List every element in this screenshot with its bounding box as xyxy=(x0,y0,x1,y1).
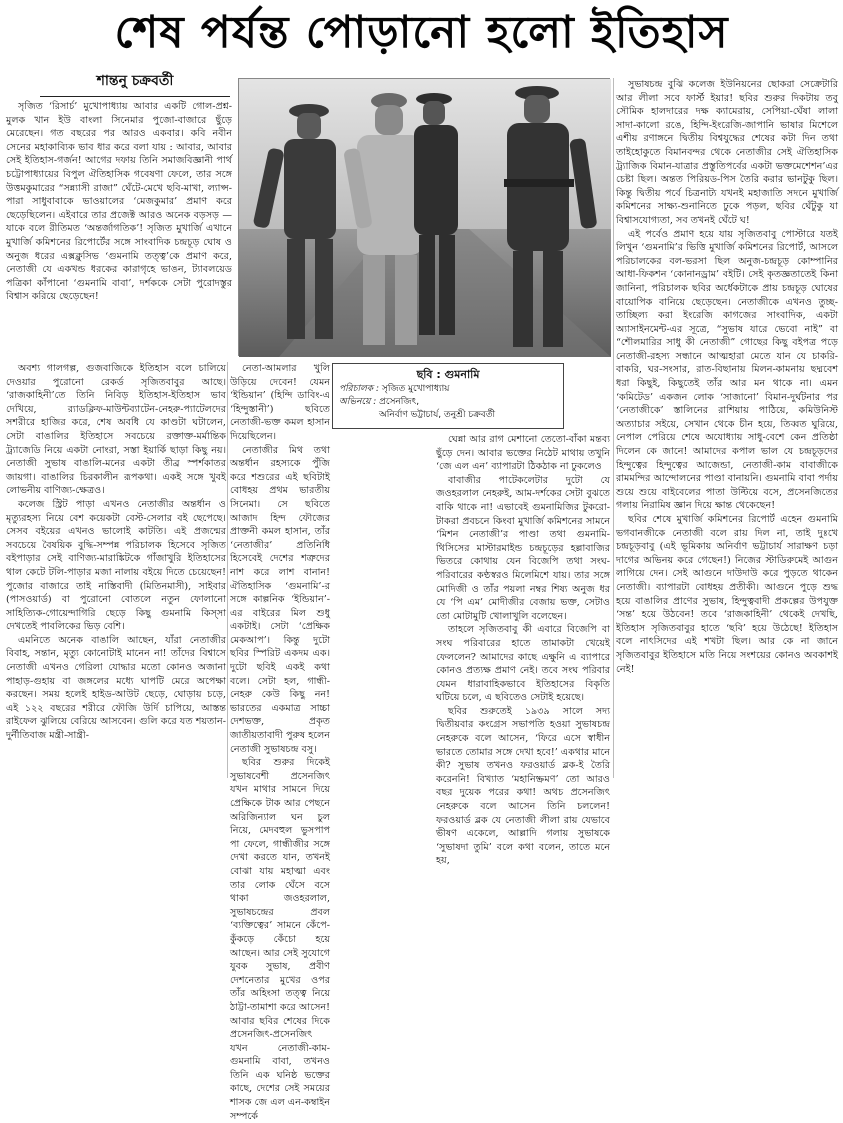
article-paragraph: তাহলে সৃজিতবাবু কী এবারে বিজেপি বা সংঘ পরিবারের হাতে তামাকটা খেয়েই ফেললেন? আমাদের কাছে এক্ষুনি এ ব্যাপারে কোনও প্রত্যক্ষ প্রমাণ নেই। তবে সংঘ পরিবার যেমন ধারাবাহিকভাবে ইতিহাসের বিকৃতি ঘটিয়ে চলে, এ ছবিতেও সেটাই হয়েছে। xyxy=(436,624,610,704)
byline: শান্তনু চক্রবর্তী xyxy=(96,73,174,89)
director-name: সৃজিত মুখোপাধ্যায় xyxy=(381,384,450,394)
credits-director-row xyxy=(339,383,557,396)
article-paragraph: ছবির শেষে মুখার্জি কমিশনের রিপোর্ট এহেন গুমনামি ভগবানজীকে নেতাজী বলে রায় দিল না, তাই দুঃখে চন্দ্রচূড়বাবু (এই ভূমিকায় অনির্বাণ ভট্টাচার্য সারাক্ষণ চড়া দাগের অভিনয় করে গেছেন!) নিজের স্টাডিরুমেই আগুন লাগিয়ে দেন। সেই আগুনে দাউদাউ করে পুড়তে থাকেন নেতাজী। ব্যাপারটা বোধহয় প্রতীকী। আগুনে পুড়ে শুদ্ধ হয়ে বাঙালির প্রাণের সুভাষ, হিন্দুত্ববাদী প্রকল্পের উপযুক্ত ‘সন্ত’ হয়ে উঠবেন! তবে ‘রাজকাহিনী’ থেকেই দেখছি, ইতিহাস সৃজিতবাবুর হাতে ‘ছবি’ হয়ে উঠেছে! ইতিহাস বলে নাৎসিদের এই শখটা ছিল। আর কে না জানে সৃজিতবাবুর ইতিহাসে মতি নিয়ে সংশয়ের কোনও অবকাশই নেই! xyxy=(616,514,838,675)
article-column-middle-left xyxy=(230,362,330,1122)
credits-cast-row xyxy=(339,396,557,409)
article-column-middle-right xyxy=(436,433,610,867)
director-label: পরিচালক : xyxy=(339,384,379,394)
article-paragraph: ছবির শুরুর দিকেই সুভাষবেশী প্রসেনজিৎ যখন মাথার সামনে দিয়ে প্রেক্ষিকে টাক আর পেছনে অরিজিন্যাল ঘন চুল নিয়ে, মেদবহুল ভুসপাপ পা ফেলে, গান্ধীজীর সঙ্গে দেখা করতে যান, তখনই বোঝা যায় মহাত্মা এবং তার লোক ঘেঁসে বসে থাকা জওহরলাল, সুভাষচন্দ্রের প্রবল ‘ব্যক্তিত্বের’ সামনে কেঁপে-কুঁকড়ে কেঁচো হয়ে আছেন। আর সেই সুযোগে যুবক সুভাষ, প্রবীণ দেশনেতার মুখের ওপর তাঁর অহিংসা তত্ত্ব নিয়ে ঠাট্টা-তামাশা করে আসেন! আবার ছবির শেষের দিকে প্রসেনজিৎ-প্রসেনজিৎ যখন নেতাজী-কাম-গুমনামি বাবা, তখনও তিনি এক ঘনিষ্ঠ ভক্তের কাছে, দেশের সেই সময়ের শাসক জে এল এন-কম্বাইন সম্পর্কে xyxy=(230,757,330,1122)
article-paragraph: অবশ্য গালগল্প, গুজবাজিকে ইতিহাস বলে চালিয়ে দেওয়ার পুরোনো রেকর্ড সৃজিতবাবুর আছে। ‘রাজকাহিনী’তে তিনি নিবিড় ইতিহাস-ইতিহাস ভাব দেখিয়ে, র‍্যাডক্লিফ-মাউন্টব্যাটেন-নেহরু-প্যাটেলদের সশরীরে হাজির করে, শেষ অবধি যে কাণ্ডটা ঘটালেন, সেটা বাঙালির ইতিহাসে সবচেয়ে রক্তাক্ত-মর্মান্তিক ট্র্যাজেডি নিয়ে একটা নোংরা, সস্তা ইয়ার্কি ছাড়া কিছু নয়। নেতাজী সুভাষ বাঙালি-মনের একটা তীব্র স্পর্শকাতর জায়গা। বাঙালির চিরকালীন রূপকথা। একই সঙ্গে খুবই লোভনীয় বাণিজ্য-ক্ষেত্রও। xyxy=(6,363,226,497)
article-paragraph: সৃজিত ‘রিসার্চ’ মুখোপাধ্যায় আবার একটি গোল-প্রশ্ন-মুলক খান ইউ বাংলা সিনেমার পুজো-বাজারে ছুঁড়ে মেরেছেন। গত বছরের পর আরও একবার। কবি নবীন সেনের মহাকাব্যিক ভাব ধার করে বলা যায় : আবার, আবার সেই ইতিহাস-গর্জন! আগের দফায় তিনি সমাজবিজ্ঞানী পার্থ চট্টোপাধ্যায়ের বিপুল ঐতিহাসিক গবেষণা ফেলে, তার সঙ্গে উত্তমকুমারের “সন্ন্যাসী রাজা” ঘেঁটে-মেখে ছবি-মাখা, ল্যাপ্স-পারা সাধুবাবাকে ভাওয়ালের ‘মেজকুমার’ প্রমাণ করে ছেড়েছিলেন। এইবারে তার প্রজেক্ট আরও অনেক বড়সড় — যাকে বলে রীতিমত ‘অন্তর্জাগতিক’! সৃজিত মুখার্জি এখানে মুখার্জি কমিশনের রিপোর্টের সঙ্গে সাংবাদিক চন্দ্রচূড় ঘোষ ও অনুজ ধরের এক্সক্লুসিভ ‘গুমনামি তত্ত্ব’কে প্রমাণ করে, নেতাজী যে একখন্ড ধরকের কারাগৃহে ভাঙন, ট্যাবলয়েড পত্রিকা কাঁপানো ‘গুমনামি বাবা’, দর্শককে সেটা পুরোদস্তুর বিশ্বাস করিয়ে ছেড়েছেন! xyxy=(6,101,232,303)
byline-rule xyxy=(40,96,230,97)
article-paragraph: এই পর্বেও প্রমাণ হয়ে যায় সৃজিতবাবু পোস্টারে যতই লিখুন ‘গুমনামি’র ভিত্তি মুখার্জি কমিশনের রিপোর্ট, আসলে পরিচালকের বল-ভরসা ছিল অনুজ-চন্দ্রচূড় কোম্পানির আধা-ফিকশন ‘কোনানড্রাম’ বইটি। সেই কৃতজ্ঞতাতেই কিনা জানিনা, পরিচালক ছবির অর্ধেকটাকে প্রায় চন্দ্রচূড় ঘোষের বায়োপিক বানিয়ে ছেড়েছেন। নেতাজীকে এখনও তুচ্ছ-তাচ্ছিল্য করা ইংরেজি কাগজের সাংবাদিক, একটা অ্যাসাইনমেন্ট-এর সূত্রে, “সুভাষ যারে ভেবো নাই” বা “শৌলমারির সাধু কী নেতাজী” গোছের কিছু বইপত্র পড়ে নেতাজী-রহস্য সন্ধানে আত্মহারা মেতে যান যে চাকরি-বাকরি, ঘর-সংসার, রাত-বিছানায় মিলন-কামনায় ছদ্মবেশ ধরা কিছুই, কিছুতেই তাঁর আর মন থাকে না। এমন ‘কমিটেড’ একজন লোক ‘সাজানো’ বিমান-দুর্ঘটনার পর ‘নেতাজীকে’ স্তালিনের রাশিয়ায় পাঠিয়ে, কমিউনিস্ট অত্যাচার সইয়ে, সেখান থেকে চীন হয়ে, তিব্বত ঘুরিয়ে, নেপাল পেরিয়ে শেষে অযোধ্যায় সাধু-বেশে কেন প্রতিষ্ঠা দিলেন কে জানে! আমাদের কপাল ভাল যে চন্দ্রচূড়দের হিন্দুত্বের হিন্দুত্বের আজেন্ডা, নেতাজী-কাম বাবাজীকে রামমন্দির আন্দোলনের পাণ্ডা বানায়নি। গুমনামি বাবা পর্দায় শুয়ে শুয়ে বাইবেলের পাতা উল্টিয়ে বসে, প্রসেনজিতের গলায় নিরামিষ জ্ঞান দিয়ে ক্ষান্ত থেকেছেন! xyxy=(616,228,838,512)
film-still-photo xyxy=(238,78,610,356)
film-still-graphic xyxy=(239,79,611,357)
cast-label: অভিনয়ে : xyxy=(339,397,377,407)
article-paragraph: সুভাষচন্দ্র বুঝি কলেজ ইউনিয়নের ছোকরা সেক্রেটারি আর লীলা সবে ফার্স্ট ইয়ার! ছবির শুরুর দিকটায় তবু সৌমিক হালদারের দক্ষ ক্যামেরায়, সেপিয়া-ঘেঁষা লালা সাদা-কালো রঙে, হিন্দি-ইংরেজি-জাপানি ভাষার মিশেলে এশীয় রণাঙ্গনে দ্বিতীয় বিশ্বযুদ্ধের শেষের কটা দিন তথা তাইহোকুতে বিমানবন্দর থেকে নেতাজীর সেই ঐতিহাসিক ট্র্যাজিক বিমান-যাত্রার প্রস্তুতিপর্বের একটা ভক্তমেশেশন’এর চেষ্টা ছিল। অন্তত পিরিয়ড-পিস তৈরি করার ভানটুকু ছিল। কিন্তু দ্বিতীয় পর্বে চিত্রনাট্য যখনই মহাজাতি সদনে মুখার্জি কমিশনের সাক্ষ্য-শুনানিতে ঢুকে পড়ল, ছবির ঘেঁটুকু যা বিশ্বাসযোগ্যতা, সব তখনই ঘেঁটে ঘ! xyxy=(616,79,838,226)
article-paragraph: কলেজ স্ট্রিট পাড়া এখনও নেতাজীর অন্তর্ধান ও মৃত্যুরহস্য নিয়ে বেশ কয়েকটা বেস্ট-সেলার বই ছেপেছে। সেসব বইয়ের এখনও ভালোই কাটতি। এই প্রজন্মের সবচেয়ে বৈষয়িক বুদ্ধি-সম্পন্ন পরিচালক হিসেবে সৃজিত বইপাড়ার সেই বাণিজ্য-মারাঙ্কিটকে গাঁজাখুরি ইতিহাসের থাল কেটে টলি-পাড়ার মজা নালায় বইয়ে দিতে চেয়েছেন! পুজোর বাজারে তাই নাস্তিবাদী (মিতিনমাসী), সাইবার (পাসওয়ার্ড) বা পুরোনো বোতলে নতুন ফোলানো সাহিত্যিক-গোয়েন্দাগিরি ছেড়ে কিছু গুমনামি কিস্সা দেখতেই পাবলিকের ভিড় বেশি। xyxy=(6,498,226,633)
article-paragraph: নেতাজীর মিথ তথা অন্তর্ধান রহস্যকে পুঁজি করে শশুরের এই ছবিটাই বোধহয় প্রথম ভারতীয় সিনেমা। সে ছবিতে আজাদ হিন্দ ফৌজের প্রাক্তনী কমল হাসান, তাঁর ‘নেতাজীর’ প্রতিনিধি হিসেবেই দেশের শত্রুদের নাশ করে লাশ বানান! ঐতিহাসিক ‘গুমনামি’-র সঙ্গে কাল্পনিক ‘ইন্ডিয়ান’-এর বাইরের মিল শুধু একটাই। সেটা ‘প্রেক্ষিক মেকআপ’। কিন্তু দুটো ছবির স্পিরিট একদম এক। দুটো ছবিই একই কথা বলে। সেটা হল, গান্ধী-নেহরু কেউ কিছু নন! ভারতের একমাত্র সাচ্চা দেশভক্ত, প্রকৃত জাতীয়তাবাদী পুরুষ হলেন নেতাজী সুভাষচন্দ্র বসু। xyxy=(230,444,330,755)
article-paragraph: ছবির শুরুতেই ১৯৩৯ সালে সদ্য দ্বিতীয়বার কংগ্রেস সভাপতি হওয়া সুভাষচন্দ্র নেহরুকে বলে আসেন, ‘ফিরে এসে স্বাধীন ভারতে তোমার সঙ্গে দেখা হবে!’ একথার মানে কী? সুভাষ তখনও ফরওয়ার্ড ব্লক-ই তৈরি করেননি! বিখ্যাত ‘মহানিষ্ক্রমণ’ তো আরও বছর দুয়েক পরের কথা! অথচ প্রসেনজিৎ নেহরুকে বলে আসেন তিনি চললেন! ফরওয়ার্ড ব্লক যে নেতাজী লীলা রায় যেভাবে ভীষণ একেলে, আল্লাদি গলায় সুভাষকে ‘সুভাষদা তুমি’ বলে কথা বলেন, তাতে মনে হয়, xyxy=(436,705,610,867)
article-column-right xyxy=(616,78,838,780)
film-credits-box xyxy=(332,363,564,429)
article-column-left-bottom xyxy=(6,362,226,780)
credits-cast-row-2 xyxy=(339,409,557,422)
article-column-left-top xyxy=(6,100,232,358)
credits-title: ছবি : গুমনামি xyxy=(416,368,480,381)
article-paragraph: এমনিতে অনেক বাঙালি আছেন, যাঁরা নেতাজীর বিবাহ, সন্তান, মৃত্যু কোনোটাই মানেন না! তাঁদের বিশ্বাসে নেতাজী এখনও গেরিলা যোদ্ধার মতো কোনও অজানা পাহাড়-গুহায় বা জঙ্গলের মধ্যে ঘাপটি মেরে অপেক্ষা করছেন। সময় হলেই হাইড-আউট ছেড়ে, ঘোড়ায় চড়ে, এই ১২২ বছরের শরীরে ফৌজি উর্দি চাপিয়ে, আস্তন্ত রাইফেল ঝুলিয়ে বেরিয়ে আসবেন। গুলি করে যত শয়তান-দুর্নীতিবাজ মন্ত্রী-সান্ত্রী- xyxy=(6,634,226,742)
cast-line-1: প্রসেনজিৎ, xyxy=(379,397,420,407)
article-paragraph: বাবাজীর পাটেকলেটার দুটো যে জওহরলাল নেহরুই, আম-দর্শকের সেটা বুঝতে বাকি থাকে না! এভাবেই গুমনামিজির টুকরো-টাকরা প্রবচনে কিংবা মুখার্জি কমিশনের সামনে ‘মিশন নেতাজী’র পাণ্ডা তথা গুমনামি-থিসিসের মাস্টারমাইন্ড চন্দ্রচূড়ের হল্লাবাজির ভিতরে কোথায় যেন বিজেপি তথা সংঘ-পরিবারের কণ্ঠস্বরও মিলেমিশে যায়। তার সঙ্গে মোদিজী ও তাঁর পয়লা নম্বর শিষ্য অনুজ ধর যে ‘পি এম’ মোদীজীর বেজায় ভক্ত, সেটাও তো মোটামুটি খোলাখুলি বলেছেন। xyxy=(436,474,610,622)
headline: শেষ পর্যন্ত পোড়ানো হলো ইতিহাস xyxy=(114,7,729,58)
column-divider xyxy=(227,362,228,778)
cast-line-2: অনির্বাণ ভট্টাচার্য, তনুশ্রী চক্রবর্তী xyxy=(379,410,496,420)
column-divider xyxy=(613,78,614,778)
article-paragraph: ঘেন্না আর রাগ মেশানো তেতো-বাঁকা মন্তব্য ছুঁড়ে দেন। আবার ভক্তের নিঠেট মাথায় তখুনি ‘জে এল এন’ ব্যাপারটা ঠিকঠাক না ঢুকলেও xyxy=(436,434,610,473)
article-paragraph: নেতা-আমলার খুলি উড়িয়ে দেবেন! যেমন ‘ইন্ডিয়ান’ (হিন্দি ডাবিং-এ ‘হিন্দুস্তানী’) ছবিতে নেতাজী-ভক্ত কমল হাসান দিয়েছিলেন। xyxy=(230,363,330,442)
